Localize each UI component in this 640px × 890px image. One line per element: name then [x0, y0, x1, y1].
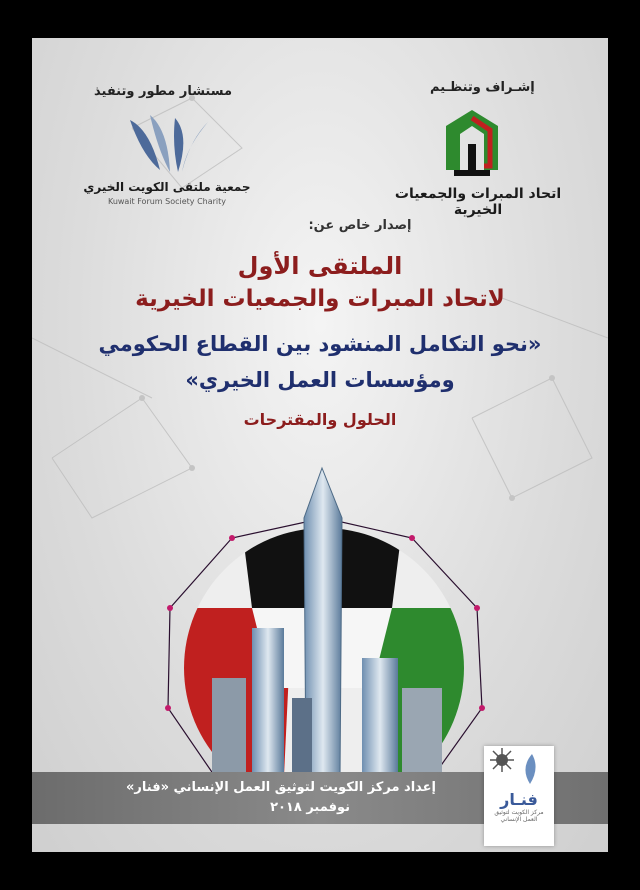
- theme-line2: ومؤسسات العمل الخيري»: [185, 368, 455, 392]
- cover-page: [32, 38, 608, 852]
- union-name: اتحاد المبرات والجمعيات الخيرية: [394, 186, 562, 218]
- prepared-by: إعداد مركز الكويت لتوثيق العمل الإنساني «فنار»: [126, 780, 436, 795]
- forum-title-line2: لاتحاد المبرات والجمعيات الخيرية: [135, 286, 505, 312]
- fanar-logo: [484, 746, 554, 846]
- union-logo: [440, 108, 504, 188]
- kuwait-skyline-illustration: [92, 458, 552, 778]
- kuwait-forum-name: جمعية ملتقى الكويت الخيري: [83, 180, 251, 194]
- consultant-label: مستشار مطور وتنفيذ: [94, 84, 233, 99]
- kuwait-forum-english: Kuwait Forum Society Charity: [107, 197, 227, 206]
- forum-title-line1: الملتقى الأول: [237, 252, 403, 280]
- kuwait-forum-logo: [120, 110, 220, 180]
- special-issue-label: إصدار خاص عن:: [308, 218, 412, 233]
- fanar-subtitle: مركز الكويت لتوثيق العمل الإنساني: [494, 809, 544, 823]
- publication-date: نوفمبر ٢٠١٨: [270, 800, 350, 815]
- solutions-subtitle: الحلول والمقترحات: [243, 410, 397, 429]
- fanar-star-icon: [484, 746, 554, 786]
- fanar-name: فنـار: [500, 790, 538, 809]
- theme-line1: «نحو التكامل المنشود بين القطاع الحكومي: [98, 332, 542, 356]
- supervision-label: إشـراف وتنظـيم: [430, 80, 535, 95]
